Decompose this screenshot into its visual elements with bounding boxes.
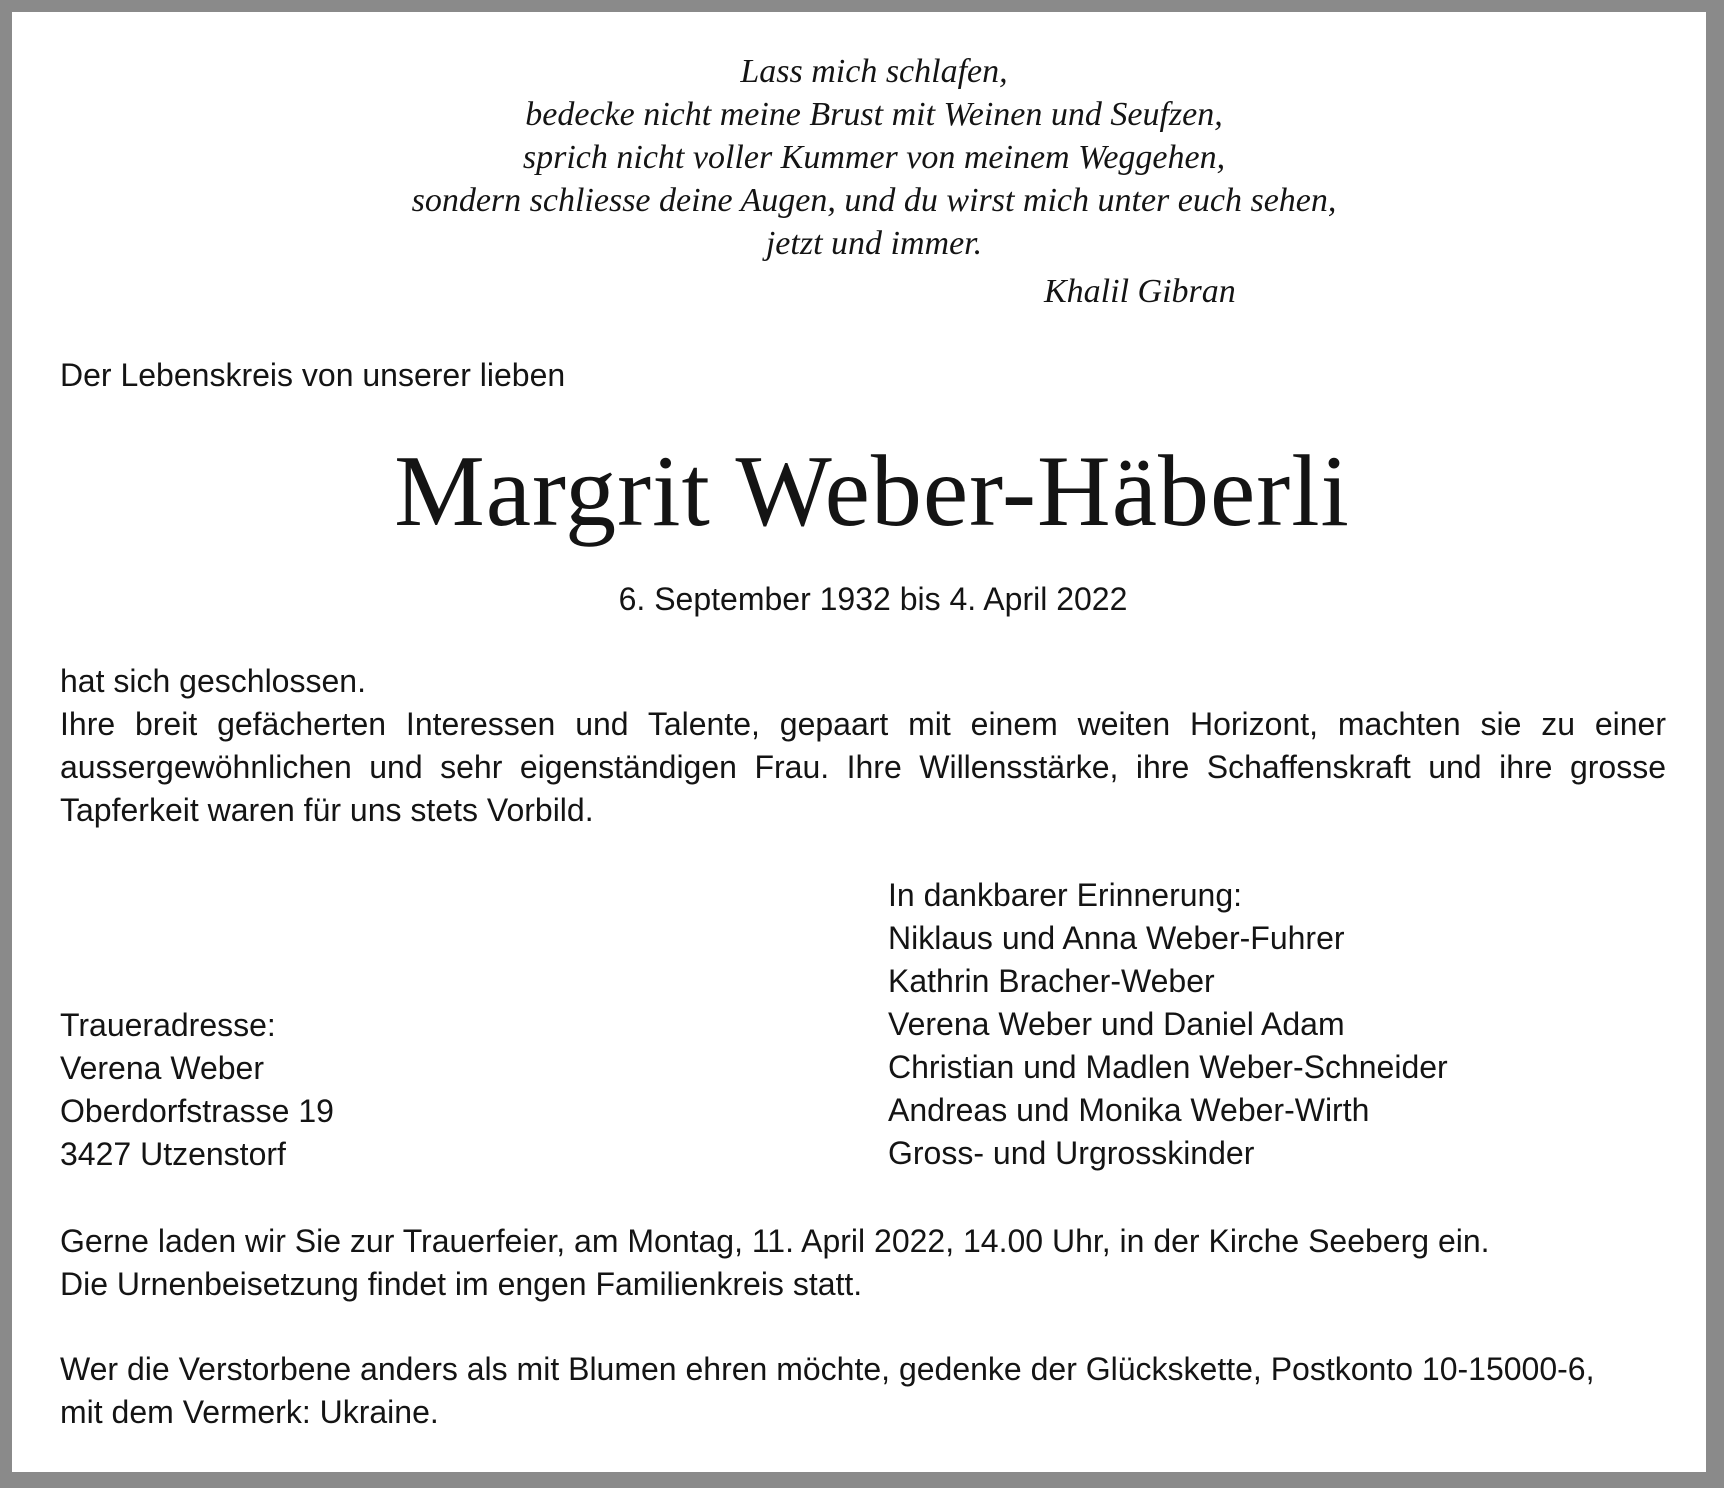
deceased-name: Margrit Weber-Häberli (394, 435, 1350, 548)
address-heading: Traueradresse: (60, 1007, 276, 1043)
poem-line: Lass mich schlafen, (740, 53, 1008, 90)
poem-author: Khalil Gibran (1044, 273, 1236, 310)
life-dates: 6. September 1932 bis 4. April 2022 (618, 581, 1128, 617)
funeral-service-info (60, 1220, 1680, 1306)
poem-line: sprich nicht voller Kummer von meinem Weggehen, (522, 139, 1226, 176)
address-street: Oberdorfstrasse 19 (60, 1093, 334, 1129)
burial-note: Die Urnenbeisetzung findet im engen Familienkreis statt. (60, 1266, 863, 1302)
mourner-name: Kathrin Bracher-Weber (888, 963, 1215, 999)
mourner-name: Niklaus und Anna Weber-Fuhrer (888, 920, 1345, 956)
mourners-list (888, 874, 1668, 1175)
poem-line: sondern schliesse deine Augen, und du wirst mich unter euch sehen, (411, 182, 1337, 219)
closing-phrase: hat sich geschlossen. (60, 663, 366, 699)
poem-quote (12, 50, 1724, 265)
address-name: Verena Weber (60, 1050, 264, 1086)
service-invitation: Gerne laden wir Sie zur Trauerfeier, am Montag, 11. April 2022, 14.00 Uhr, in der Kirche Seeberg ein. (60, 1223, 1490, 1259)
tribute-paragraph: Ihre breit gefächerten Interessen und Talente, gepaart mit einem weiten Horizont, machten sie zu einer aussergewöhnlichen und sehr eigenständigen Frau. Ihre Willensstärke, ihre Schaffenskraft und ihre grosse Tapferkeit waren für uns stets Vorbild. (60, 706, 1666, 828)
donation-line: Wer die Verstorbene anders als mit Blumen ehren möchte, gedenke der Glückskette, Postkonto 10-15000-6, (60, 1351, 1595, 1387)
mourner-name: Christian und Madlen Weber-Schneider (888, 1049, 1448, 1085)
mourner-name: Gross- und Urgrosskinder (888, 1135, 1255, 1171)
poem-line: jetzt und immer. (765, 225, 983, 262)
address-city: 3427 Utzenstorf (60, 1136, 286, 1172)
mourner-name: Verena Weber und Daniel Adam (888, 1006, 1345, 1042)
donation-line: mit dem Vermerk: Ukraine. (60, 1394, 439, 1430)
tribute-text (60, 660, 1666, 832)
mourner-name: Andreas und Monika Weber-Wirth (888, 1092, 1370, 1128)
mourners-heading: In dankbarer Erinnerung: (888, 877, 1242, 913)
obituary-notice (12, 12, 1706, 1472)
intro-text: Der Lebenskreis von unserer lieben (60, 357, 566, 393)
donation-info (60, 1348, 1680, 1434)
mourning-address (60, 1004, 660, 1176)
poem-line: bedecke nicht meine Brust mit Weinen und Seufzen, (525, 96, 1223, 133)
